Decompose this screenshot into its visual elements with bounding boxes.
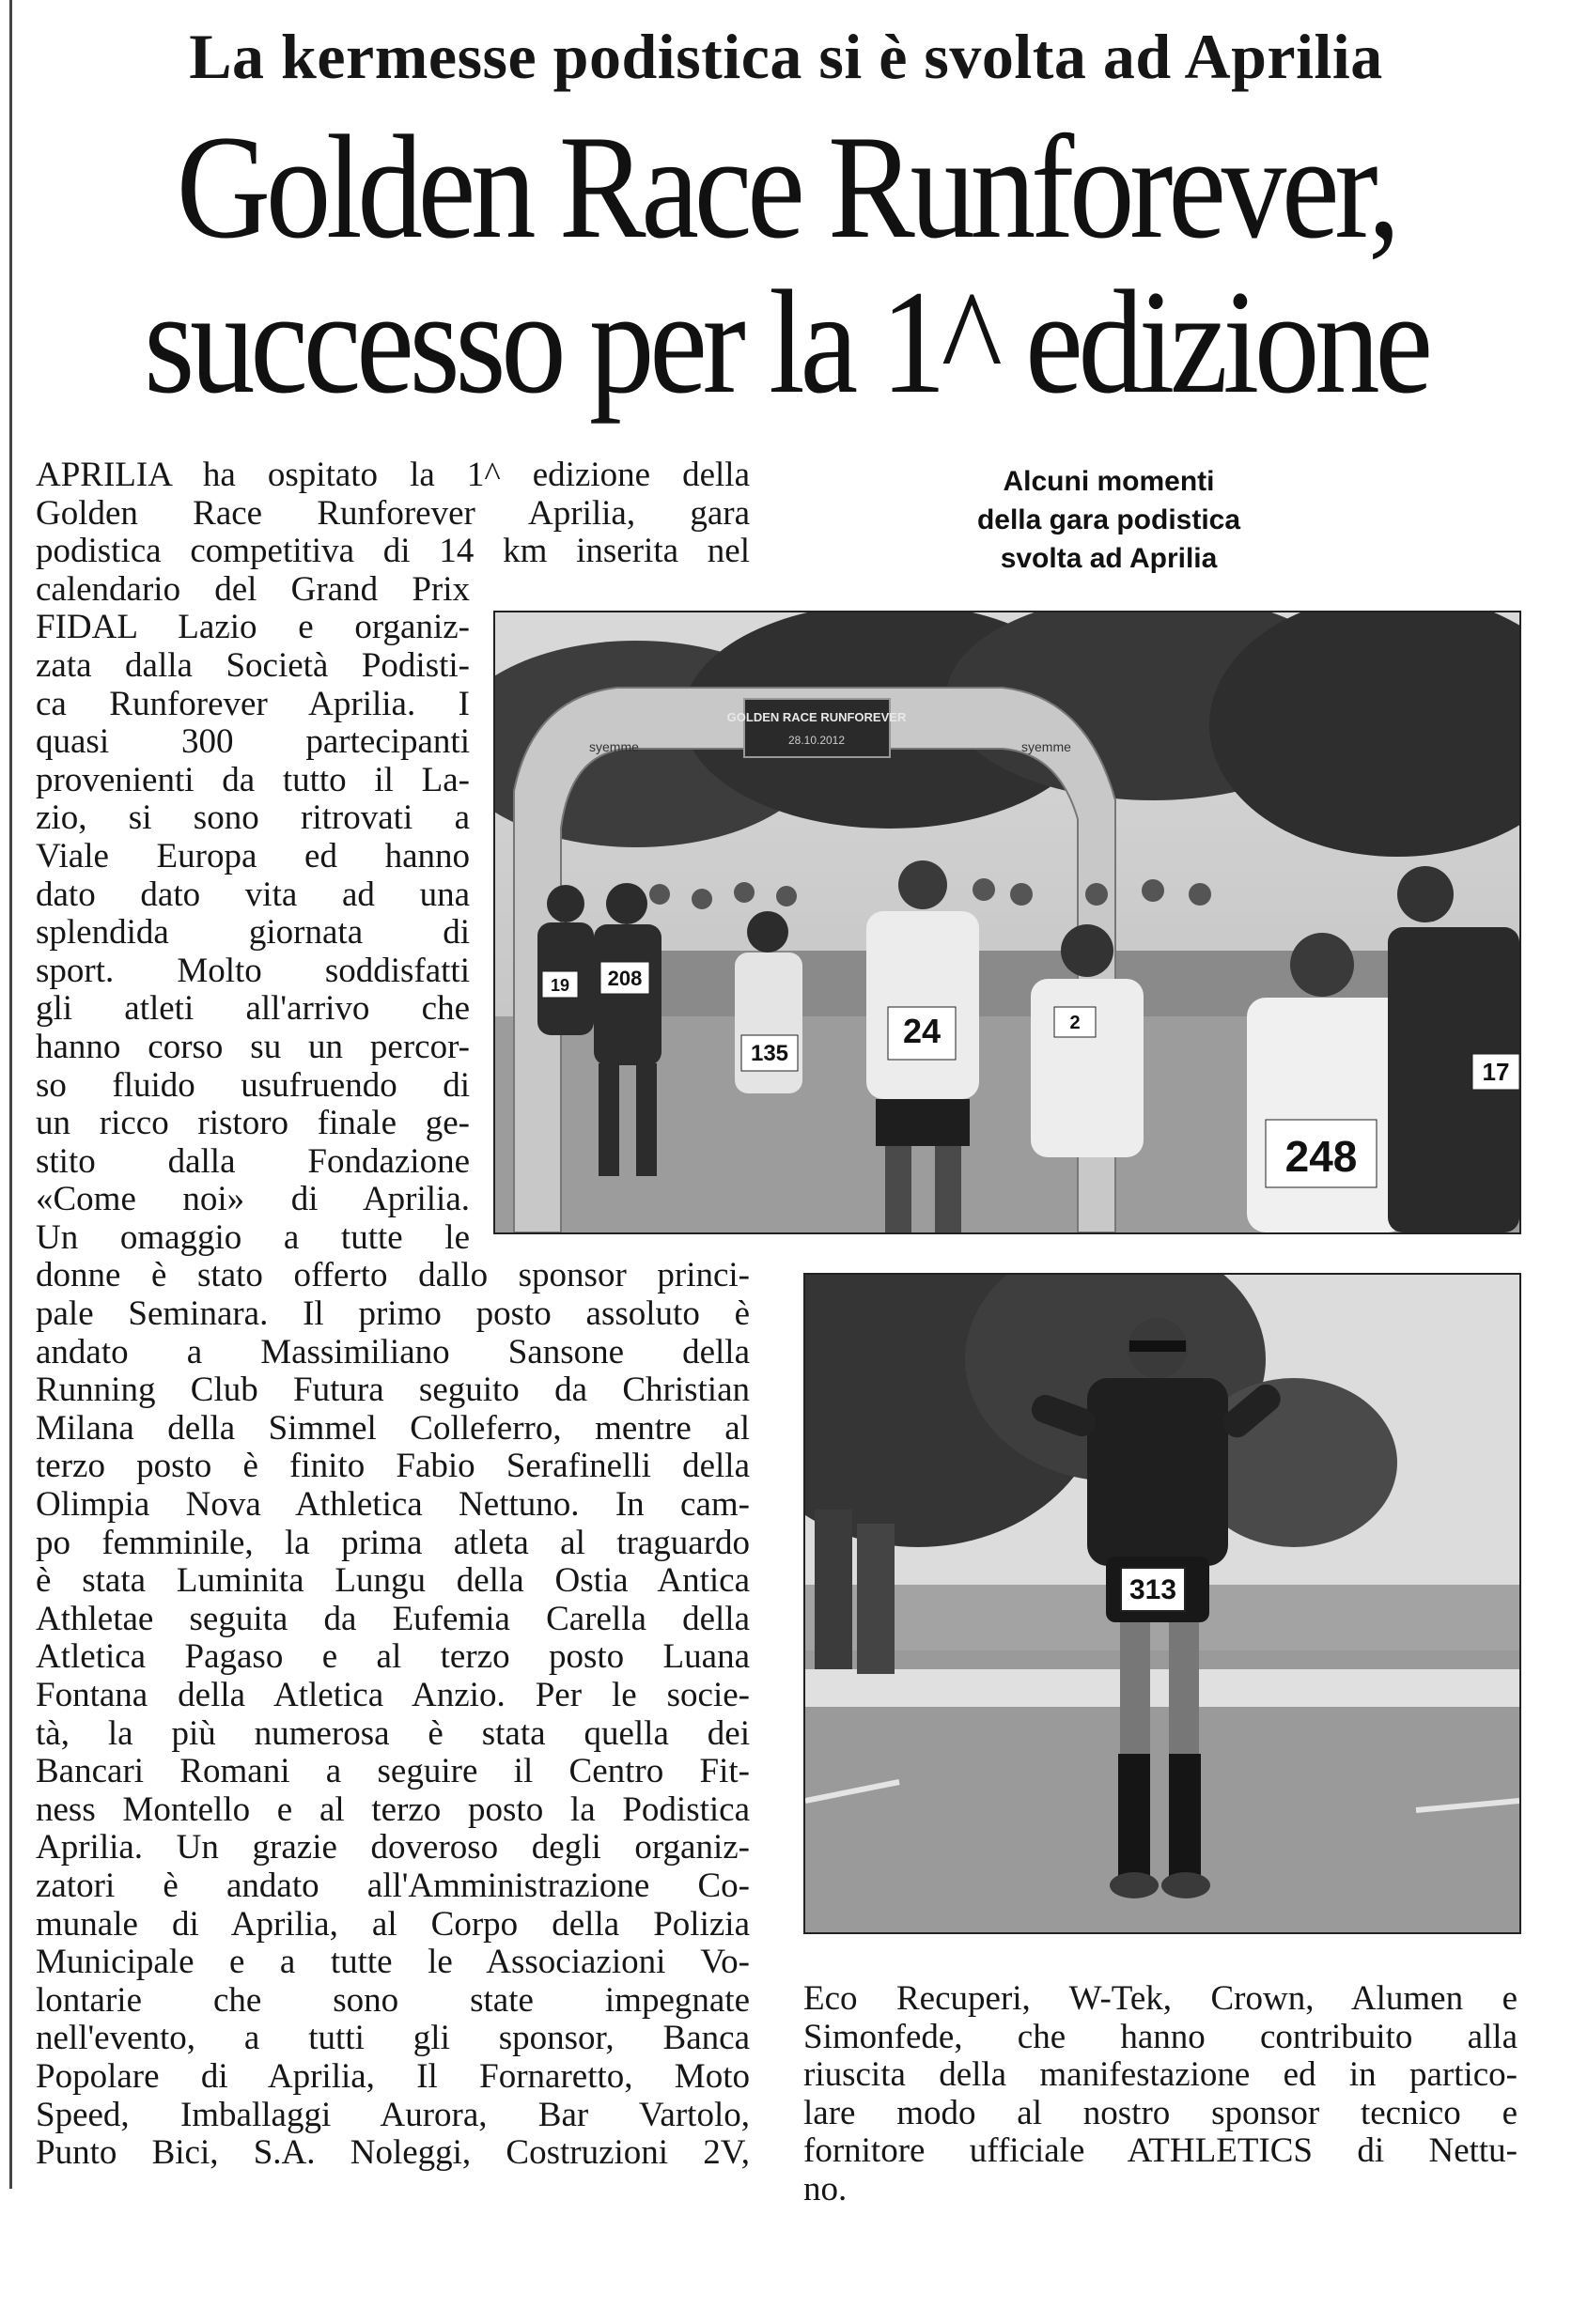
arch-banner-title: GOLDEN RACE RUNFOREVER (726, 710, 907, 724)
article-line: po femminile, la prima atleta al traguardo (36, 1523, 750, 1562)
article-line: zio, si sono ritrovati a (36, 798, 470, 838)
article-line: terzo posto è finito Fabio Serafinelli della (36, 1447, 750, 1486)
article-line: podistica competitiva di 14 km inserita nel (36, 532, 750, 571)
article-line: ness Montello e al terzo posto la Podistica (36, 1789, 750, 1829)
article-line: fornitore ufficiale ATHLETICS di Nettu- (803, 2131, 1518, 2171)
article-line: pale Seminara. Il primo posto assoluto è (36, 1294, 750, 1334)
arch-brand-right: syemme (1021, 739, 1071, 754)
arch-brand-left: syemme (589, 739, 639, 754)
article-line: Punto Bici, S.A. Noleggi, Costruzioni 2V, (36, 2133, 750, 2173)
article-line: Municipale e a tutte le Associazioni Vo- (36, 1943, 750, 1982)
article-line: tà, la più numerosa è stata quella dei (36, 1713, 750, 1753)
article-line: so fluido usufruendo di (36, 1065, 470, 1105)
article-line: hanno corso su un percor- (36, 1027, 470, 1066)
caption-line: della gara podistica (976, 504, 1241, 535)
bib-number: 248 (1284, 1132, 1358, 1181)
article-line: Aprilia. Un grazie doveroso degli organiz- (36, 1828, 750, 1867)
article-line: zatori è andato all'Amministrazione Co- (36, 1866, 750, 1905)
caption-line: svolta ad Aprilia (1000, 543, 1218, 574)
article-line: Athletae seguita da Eufemia Carella della (36, 1599, 750, 1638)
caption-line: Alcuni momenti (1003, 466, 1215, 497)
kicker-headline: La kermesse podistica si è svolta ad Aprilia (189, 21, 1383, 92)
article-line: Simonfede, che hanno contribuito alla (803, 2017, 1518, 2056)
article-line: Milana della Simmel Colleferro, mentre al (36, 1408, 750, 1448)
article-line: provenienti da tutto il La- (36, 760, 470, 799)
article-line: stito dalla Fondazione (36, 1141, 470, 1181)
bib-number: 2 (1069, 1013, 1081, 1033)
article-line: Golden Race Runforever Aprilia, gara (36, 493, 750, 533)
article-line: APRILIA ha ospitato la 1^ edizione della (36, 456, 750, 494)
article-line: «Come noi» di Aprilia. (36, 1180, 470, 1219)
article-line: è stata Luminita Lungu della Ostia Antica (36, 1561, 750, 1601)
finish-line-photo (803, 1273, 1521, 1934)
article-line: Un omaggio a tutte le (36, 1217, 470, 1257)
article-line: Viale Europa ed hanno (36, 836, 470, 875)
article-line: lontarie che sono state impegnate (36, 1980, 750, 2020)
bib-number: 135 (750, 1041, 789, 1066)
article-line: dato dato vita ad una (36, 875, 470, 914)
article-line: Popolare di Aprilia, Il Fornaretto, Moto (36, 2056, 750, 2096)
bib-number: 208 (607, 967, 643, 990)
main-headline-line-2: successo per la 1^ edizione (144, 260, 1428, 425)
article-line: Running Club Futura seguito da Christian (36, 1371, 750, 1410)
article-line: riuscita della manifestazione ed in partico- (803, 2055, 1518, 2095)
bib-number: 24 (902, 1012, 942, 1050)
article-line: FIDAL Lazio e organiz- (36, 608, 470, 647)
article-line: quasi 300 partecipanti (36, 722, 470, 762)
article-line: no. (803, 2169, 848, 2208)
article-line: Bancari Romani a seguire il Centro Fit- (36, 1752, 750, 1791)
article-line: gli atleti all'arrivo che (36, 989, 470, 1029)
bib-number: 17 (1482, 1058, 1510, 1086)
article-line: Fontana della Atletica Anzio. Per le socie- (36, 1676, 750, 1714)
photo-caption (916, 462, 1301, 578)
article-line: lare modo al nostro sponsor tecnico e (803, 2093, 1518, 2132)
bib-number: 19 (550, 976, 570, 995)
article-line: zata dalla Società Podisti- (36, 645, 470, 685)
article-line: sport. Molto soddisfatti (36, 951, 470, 990)
race-start-photo (493, 611, 1521, 1234)
article-line: Eco Recuperi, W-Tek, Crown, Alumen e (803, 1979, 1518, 2018)
article-line: Atletica Pagaso e al terzo posto Luana (36, 1637, 750, 1677)
article-line: Olimpia Nova Athletica Nettuno. In cam- (36, 1485, 750, 1525)
article-line: nell'evento, a tutti gli sponsor, Banca (36, 2019, 750, 2058)
article-line: un ricco ristoro finale ge- (36, 1104, 470, 1143)
article-line: donne è stato offerto dallo sponsor princi- (36, 1256, 750, 1295)
column-rule (9, 0, 12, 2189)
main-headline-line-1: Golden Race Runforever, (176, 105, 1396, 270)
article-line: splendida giornata di (36, 913, 470, 953)
arch-banner-date: 28.10.2012 (787, 734, 846, 747)
article-body-right (803, 1980, 1518, 2209)
article-line: ca Runforever Aprilia. I (36, 684, 470, 723)
article-line: Speed, Imballaggi Aurora, Bar Vartolo, (36, 2095, 750, 2134)
article-line: calendario del Grand Prix (36, 569, 470, 609)
bib-number: 313 (1128, 1574, 1177, 1605)
article-line: andato a Massimiliano Sansone della (36, 1332, 750, 1371)
article-line: munale di Aprilia, al Corpo della Polizia (36, 1904, 750, 1944)
